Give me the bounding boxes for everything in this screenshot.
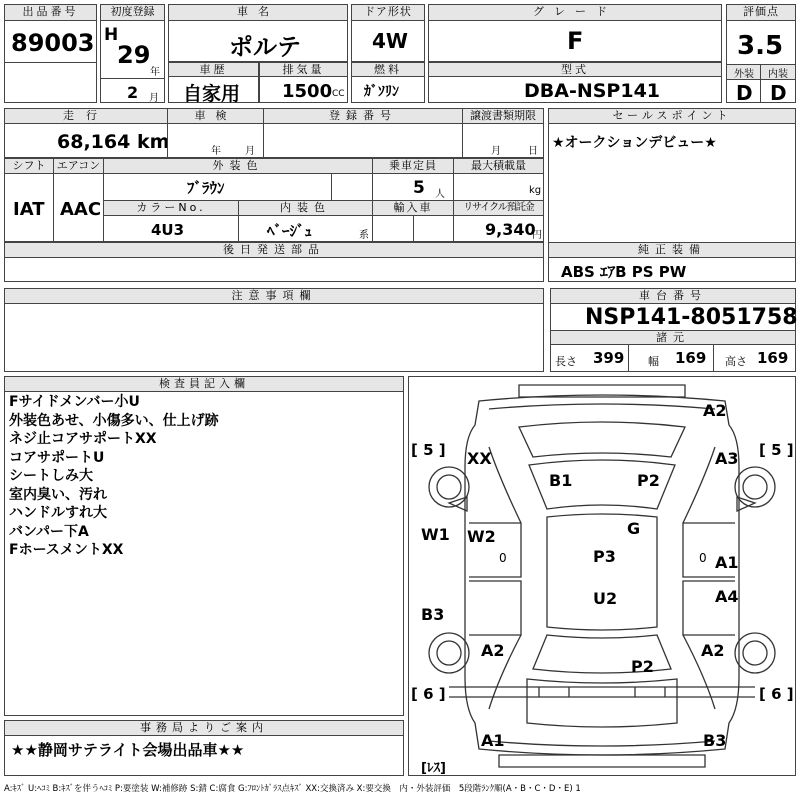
damage-mark: G [627,519,641,538]
inspector-line: 外装色あせ、小傷多い、仕上げ跡 [9,412,219,429]
chassis-box [550,288,796,372]
month-unit: 月 [149,93,159,104]
damage-mark: P2 [637,471,660,490]
mileage-unit: km [137,131,170,153]
recycle: 9,340 [485,220,536,239]
height: 169 [757,349,789,367]
score-box [726,4,796,103]
damage-mark: A2 [481,641,505,660]
fuel-box [351,62,425,103]
grade: F [567,27,584,55]
colorno-label: カラーNo. [104,201,238,216]
later-parts-box [4,242,544,282]
damage-mark: A2 [703,401,727,420]
history-box [168,62,259,103]
car-name-label: 車名 [169,5,347,21]
tire-fr-label: [ 5 ] [759,441,794,459]
length-label: 長さ [555,355,577,368]
inspector-line: バンパー下A [9,523,89,540]
score: 3.5 [737,31,784,61]
tire-fl-label: [ 5 ] [411,441,446,459]
car-name-box [168,4,348,62]
spare-label: [ﾚｽ] [421,761,446,776]
capacity-unit: 人 [435,189,445,200]
inspector-line: 室内臭い、汚れ [9,486,107,503]
displacement-unit: CC [332,89,345,99]
grade-box [428,4,722,62]
first-reg-label: 初度登録 [101,5,164,21]
lot-box [4,4,97,103]
mileage-label: 走行 [5,109,167,124]
damage-mark: U2 [593,589,618,608]
interior-label: 内装 [761,65,795,79]
exterior-label: 外装 [727,65,761,79]
model-box [428,62,722,103]
capacity-label: 乗車定員 [373,159,453,174]
insp-month-unit: 月 [245,146,255,157]
caution-label: 注意事項欄 [5,289,543,304]
damage-mark: A1 [715,553,739,572]
history: 自家用 [183,83,241,105]
shift: IAT [13,199,45,220]
inspector-label: 検査員記入欄 [5,377,403,392]
inspector-line: シートしみ大 [9,468,93,484]
car-name: ポルテ [229,33,301,61]
damage-mark: A1 [481,731,505,750]
damage-mark: W1 [421,525,450,544]
colorno: 4U3 [151,221,185,239]
row2-box [4,108,544,158]
length: 399 [593,349,625,367]
mileage: 68,164 [57,131,131,153]
damage-mark: A4 [715,587,739,606]
width: 169 [675,349,707,367]
transfer-day-unit: 日 [528,146,538,157]
caution-box [4,288,544,372]
sales-label: セールスポイント [549,109,795,124]
exterior-score: D [736,81,753,105]
chassis-number: NSP141-8051758 [585,305,798,330]
transfer-label: 譲渡書類期限 [463,109,543,124]
later-parts-label: 後日発送部品 [5,243,543,258]
displacement-label: 排気量 [260,63,347,77]
zero-mark: 0 [699,551,707,565]
car-diagram [408,376,796,776]
chassis-label: 車台番号 [551,289,795,304]
sales-box [548,108,796,256]
maxload-unit: kg [529,185,542,196]
recycle-unit: 円 [532,230,542,241]
equipment-label: 純正装備 [549,243,795,258]
ac: AAC [60,199,102,220]
regno-label: 登録番号 [264,109,462,124]
damage-mark: A2 [701,641,725,660]
dims-label: 諸元 [551,330,795,345]
color-label: 外装色 [104,159,372,174]
inspector-line: FホースメントXX [9,542,124,558]
lot-label: 出品番号 [5,5,96,21]
model-label: 型式 [429,63,721,77]
damage-mark: P3 [593,547,616,566]
equipment-box [548,242,796,282]
score-label: 評価点 [727,5,795,21]
equipment: ABS ｴｱB PS PW [561,263,687,281]
damage-mark: W2 [467,527,496,546]
zero-mark: 0 [499,551,507,565]
width-label: 幅 [648,355,659,368]
capacity: 5 [413,178,425,198]
history-label: 車歴 [169,63,258,77]
height-label: 高さ [725,355,747,368]
era: H [104,25,119,45]
maxload-label: 最大積載量 [454,159,543,174]
color: ﾌﾞﾗｳﾝ [187,179,225,197]
import-label: 輸入車 [373,201,453,216]
recycle-label: リサイクル預託金 [454,201,543,216]
damage-mark: A3 [715,449,739,468]
intcolor-label: 内装色 [239,201,372,216]
damage-mark: B1 [549,471,573,490]
tire-rr-label: [ 6 ] [759,685,794,703]
damage-mark: XX [467,449,492,468]
row3-box [4,158,544,242]
damage-mark: P2 [631,657,654,676]
inspector-box [4,376,404,716]
fuel: ｶﾞｿﾘﾝ [364,84,399,100]
shift-label: シフト [5,159,53,174]
inspector-line: Fサイドメンバー小U [9,394,140,410]
office-box [4,720,404,776]
reg-year: 29 [117,41,151,69]
sales-point: ★オークションデビュー★ [552,135,717,151]
model: DBA-NSP141 [524,80,661,102]
inspector-line: ハンドルすれ大 [9,505,107,521]
grade-label: グレード [429,5,721,21]
inspection-label: 車検 [168,109,263,124]
ac-label: エアコン [54,159,103,174]
first-reg-box [100,4,165,103]
inspector-line: コアサポートU [9,449,105,466]
door-label: ドア形状 [352,5,424,21]
intcolor: ﾍﾞｰｼﾞｭ [267,222,313,240]
displacement-box [259,62,348,103]
door-box [351,4,425,62]
damage-mark: B3 [421,605,445,624]
inspector-line: ネジ止コアサポートXX [9,431,157,447]
intcolor-unit: 系 [359,230,369,241]
reg-month: 2 [127,83,139,102]
displacement: 1500 [282,81,333,102]
inspector-notes [9,393,219,560]
interior-score: D [770,81,787,105]
transfer-month-unit: 月 [491,146,501,157]
fuel-label: 燃料 [352,63,424,77]
door-type: 4W [372,29,408,53]
tire-rl-label: [ 6 ] [411,685,446,703]
legend: A:ｷｽﾞ U:ﾍｺﾐ B:ｷｽﾞを伴うﾍｺﾐ P:要塗装 W:補修跡 S:錆 C:腐食 G:ﾌﾛﾝﾄｶﾞﾗｽ点ｷｽﾞ XX:交換済み X:要交換 内・外装評価 5段階ﾗﾝｸ順(A・B・C・D・E) 1 [4,784,581,794]
office-label: 事務局よりご案内 [5,721,403,736]
office-note: ★★静岡サテライト会場出品車★★ [11,741,245,759]
lot-number: 89003 [11,29,95,57]
car-outline [409,377,795,775]
damage-mark: B3 [703,731,727,750]
year-unit: 年 [150,67,160,78]
insp-year-unit: 年 [211,146,221,157]
